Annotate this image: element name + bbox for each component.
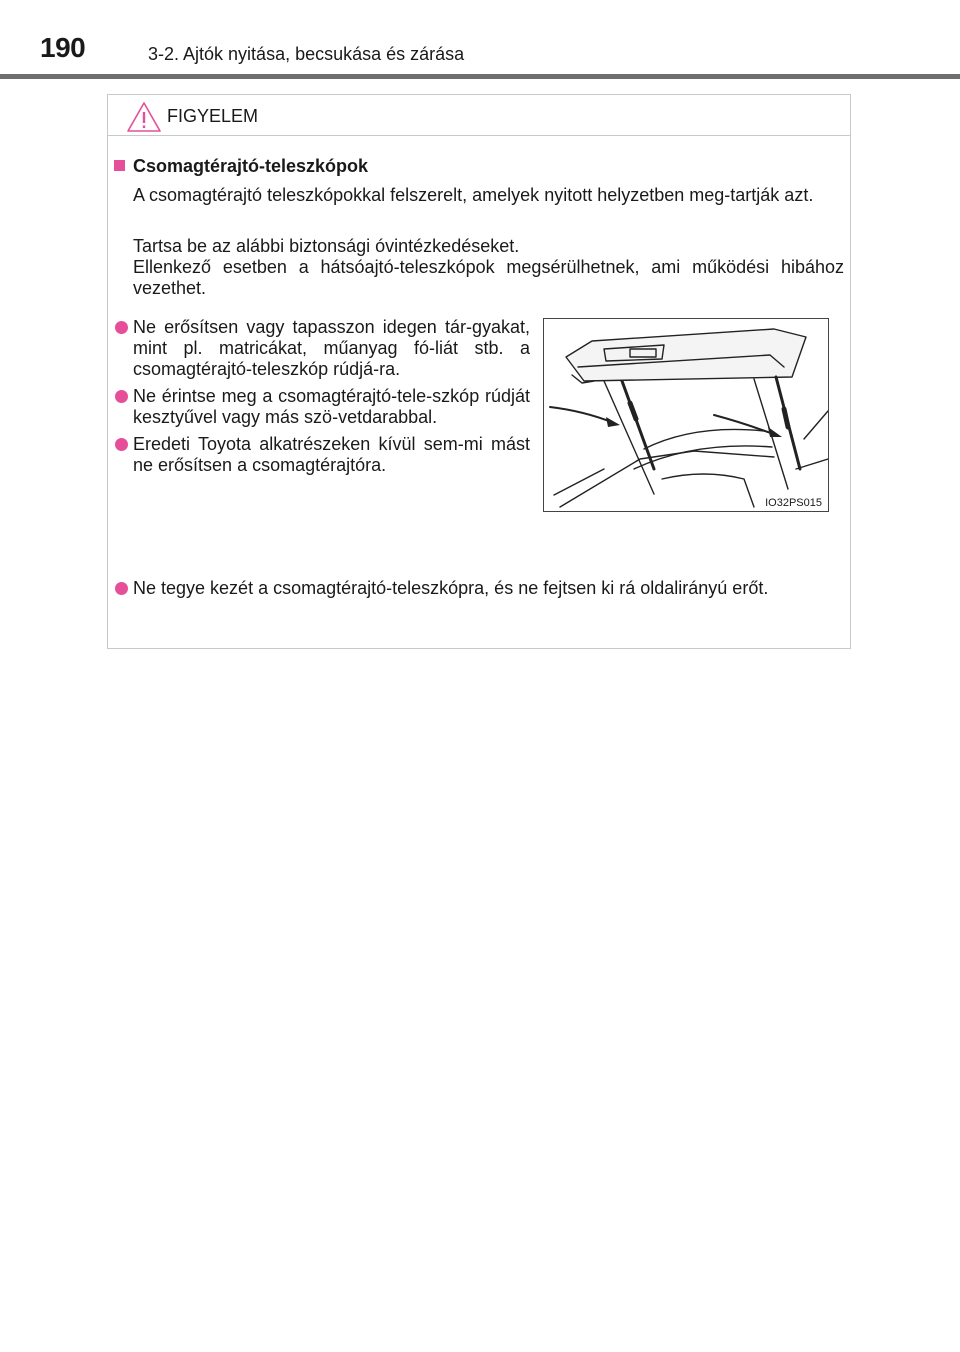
- section-heading: [114, 156, 368, 177]
- paragraph-2-line-2: Ellenkező esetben a hátsóajtó-teleszkópok megsérülhetnek, ami működési hibához vezethet.: [133, 257, 844, 298]
- bullet-list: [112, 317, 530, 482]
- list-item-text: Ne erősítsen vagy tapasszon idegen tár-gyakat, mint pl. matricákat, műanyag fó-liát stb. a csomagtérajtó-teleszkóp rúdjá-ra.: [133, 317, 530, 379]
- list-item: [112, 386, 530, 428]
- list-item: [112, 317, 530, 380]
- list-item-text: Eredeti Toyota alkatrészeken kívül sem-mi mást ne erősítsen a csomagtérajtóra.: [133, 434, 530, 475]
- last-bullet: [112, 578, 869, 599]
- circle-bullet-icon: [115, 582, 128, 595]
- header-rule: [0, 74, 960, 79]
- circle-bullet-icon: [115, 390, 128, 403]
- figure-code: IO32PS015: [765, 497, 822, 509]
- chapter-title: 3-2. Ajtók nyitása, becsukása és zárása: [148, 44, 465, 64]
- paragraph-2: [133, 236, 844, 299]
- warning-header: [108, 95, 850, 136]
- tailgate-strut-illustration: [543, 318, 829, 512]
- list-item-text: Ne tegye kezét a csomagtérajtó-teleszkópra, és ne fejtsen ki rá oldalirányú erőt.: [133, 578, 769, 598]
- paragraph-1: A csomagtérajtó teleszkópokkal felszerelt, amelyek nyitott helyzetben meg-tartják azt.: [133, 185, 814, 205]
- list-item-text: Ne érintse meg a csomagtérajtó-tele-szkóp rúdját kesztyűvel vagy más szö-vetdarabbal.: [133, 386, 530, 427]
- warning-triangle-icon: [126, 101, 162, 133]
- warning-box: [107, 94, 851, 649]
- square-bullet-icon: [114, 160, 125, 171]
- section-heading-text: Csomagtérajtó-teleszkópok: [133, 156, 369, 176]
- tailgate-drawing: [544, 319, 829, 512]
- warning-title: FIGYELEM: [167, 106, 259, 126]
- paragraph-2-line-1: Tartsa be az alábbi biztonsági óvintézkedéseket.: [133, 236, 520, 256]
- list-item: [112, 434, 530, 476]
- circle-bullet-icon: [115, 438, 128, 451]
- page-number: 190: [40, 32, 86, 63]
- circle-bullet-icon: [115, 321, 128, 334]
